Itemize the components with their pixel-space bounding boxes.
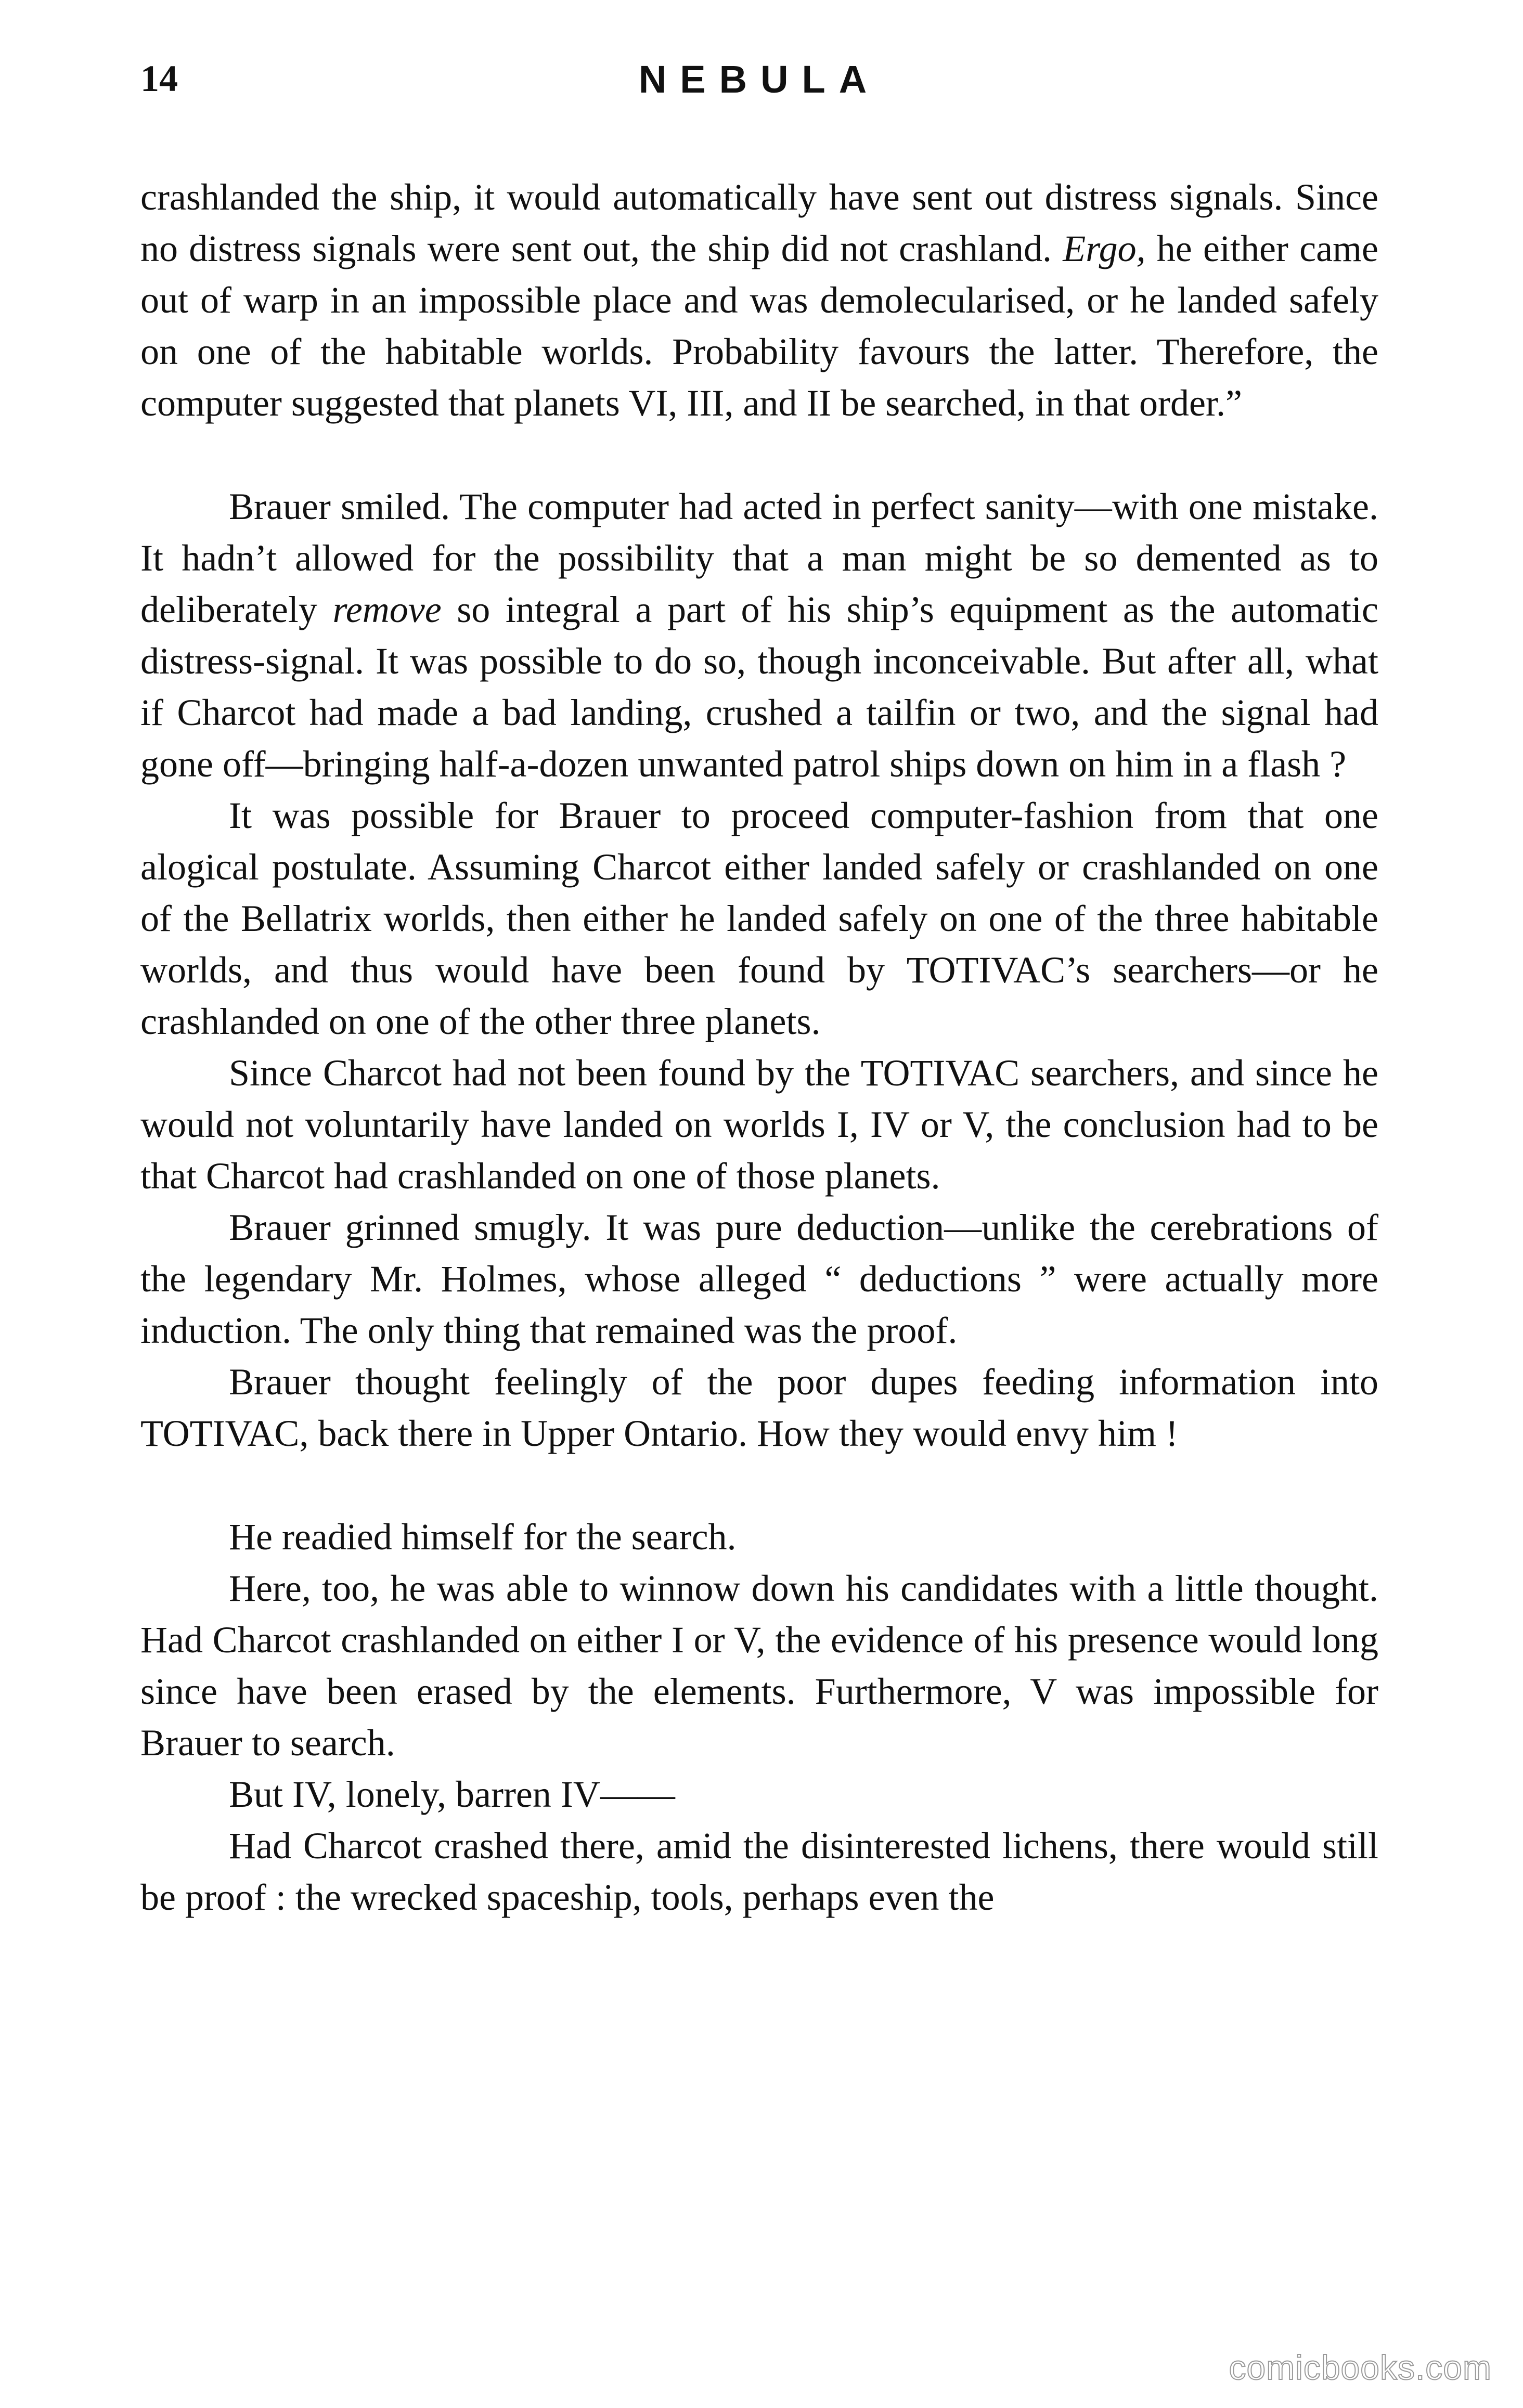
paragraph-6: Brauer thought feelingly of the poor dupes feeding information into TOTIVAC, back there in Upper Ontario. How they would envy him ! [140,1361,1378,1454]
page-header [140,57,1378,120]
body-text [140,172,1378,1923]
paragraph-4: Since Charcot had not been found by the TOTIVAC searchers, and since he would not voluntarily have landed on worlds I, IV or V, the conclusion had to be that Charcot had crashlanded on one of those planets. [140,1052,1378,1197]
paragraph-3: It was possible for Brauer to proceed computer-fashion from that one alogical postulate. Assuming Charcot either landed safely or crashlanded on one of the Bellatrix worlds, then either he landed safely on one of the three habitable worlds, and thus would have been found by TOTIVAC’s searchers—or he crashlanded on one of the other three planets. [140,795,1378,1042]
watermark: comicbooks.com [1229,2348,1492,2387]
paragraph-text: Brauer smiled. The computer had acted in perfect sanity—with one mistake. It hadn’t allowed for the possibility that a man might be so demented as to deliberately [140,486,1378,630]
italic-word-remove: remove [332,589,442,630]
italic-word-ergo: Ergo, [1063,228,1146,269]
paragraph-10: Had Charcot crashed there, amid the disinterested lichens, there would still be proof : the wrecked spaceship, tools, perhaps even the [140,1825,1378,1918]
paragraph-text: so integral a part of his ship’s equipment as the automatic distress-signal. It was possible to do so, though inconceivable. But after all, what if Charcot had made a bad landing, crushed a tailfin or two, and the signal had gone off—bringing half-a-dozen unwanted patrol ships down on him in a flash ? [140,589,1378,785]
page-number: 14 [140,58,178,99]
paragraph-9: But IV, lonely, barren IV—— [229,1773,675,1815]
paragraph-8: Here, too, he was able to winnow down his candidates with a little thought. Had Charcot crashlanded on either I or V, the evidence of his presence would long since have been erased by the elements. Furthermore, V was impossible for Brauer to search. [140,1568,1378,1764]
paragraph-text: crashlanded the ship, it would automatically have sent out distress signals. Since no distress signals were sent out, the ship did not crashland. [140,176,1378,269]
paragraph-1 [140,172,1378,429]
paragraph-7: He readied himself for the search. [229,1516,737,1558]
paragraph-5: Brauer grinned smugly. It was pure deduction—unlike the cerebrations of the legendary Mr. Holmes, whose alleged “ deductions ” were actually more induction. The only thing that remained was the proof. [140,1207,1378,1351]
paragraph-text: he either came out of warp in an impossible place and was demolecularised, or he landed safely on one of the habitable worlds. Probability favours the latter. Therefore, the computer suggested that planets VI, III, and II be searched, in that order.” [140,228,1378,424]
running-title: NEBULA [638,58,881,101]
paragraph-2 [140,481,1378,790]
